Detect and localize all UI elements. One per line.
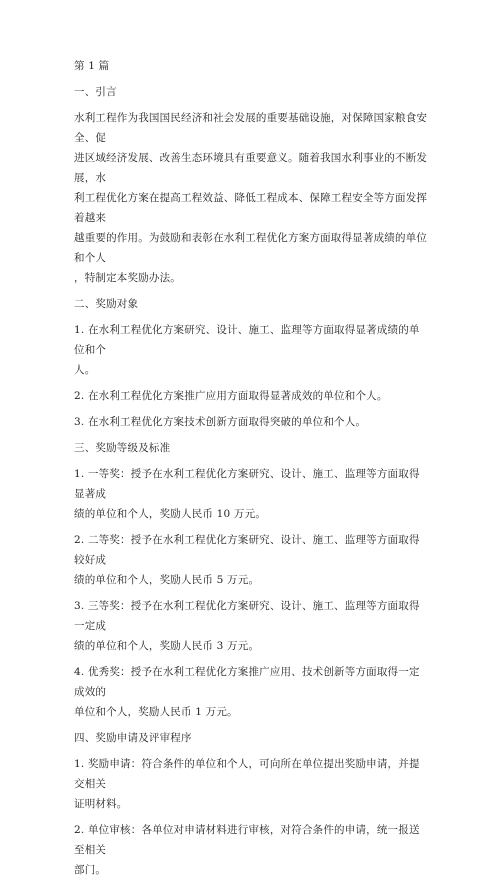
target-item: [74, 412, 430, 432]
intro-line: 水利工程作为我国国民经济和社会发展的重要基础设施，对保障国家粮食安全、促: [74, 112, 428, 144]
target-item: [74, 386, 430, 406]
heading-award-targets: 二、奖励对象: [74, 298, 139, 310]
level-item: [74, 530, 430, 590]
target-line: 1. 在水利工程优化方案研究、设计、施工、监理等方面取得显著成绩的单位和个: [74, 324, 420, 356]
procedure-item: [74, 754, 430, 814]
intro-line: 越重要的作用。为鼓励和表彰在水利工程优化方案方面取得显著成绩的单位和个人: [74, 232, 428, 264]
intro-line: 进区域经济发展、改善生态环境具有重要意义。随着我国水利事业的不断发展，水: [74, 152, 428, 184]
level-line: 3. 三等奖：授予在水利工程优化方案研究、设计、施工、监理等方面取得一定成: [74, 600, 420, 632]
level-item: [74, 596, 430, 656]
intro-line: 利工程优化方案在提高工程效益、降低工程成本、保障工程安全等方面发挥着越来: [74, 192, 428, 224]
target-item: [74, 320, 430, 380]
intro-paragraph: [74, 108, 430, 288]
level-line: 绩的单位和个人，奖励人民币 5 万元。: [74, 574, 260, 586]
level-line: 1. 一等奖：授予在水利工程优化方案研究、设计、施工、监理等方面取得显著成: [74, 468, 420, 500]
heading-application-procedure: 四、奖励申请及评审程序: [74, 732, 192, 744]
target-line: 3. 在水利工程优化方案技术创新方面取得突破的单位和个人。: [74, 416, 367, 428]
section-label: 第 1 篇: [74, 60, 110, 72]
heading-award-levels: 三、奖励等级及标准: [74, 442, 171, 454]
target-line: 2. 在水利工程优化方案推广应用方面取得显著成效的单位和个人。: [74, 390, 388, 402]
procedure-line: 2. 单位审核：各单位对申请材料进行审核，对符合条件的申请，统一报送至相关: [74, 824, 420, 856]
level-line: 单位和个人，奖励人民币 1 万元。: [74, 706, 238, 718]
target-line: 人。: [74, 364, 96, 376]
level-item: [74, 464, 430, 524]
document-content: [74, 56, 430, 886]
level-line: 绩的单位和个人，奖励人民币 3 万元。: [74, 640, 260, 652]
level-item: [74, 662, 430, 722]
level-line: 2. 二等奖：授予在水利工程优化方案研究、设计、施工、监理等方面取得较好成: [74, 534, 420, 566]
procedure-line: 部门。: [74, 864, 107, 876]
procedure-line: 证明材料。: [74, 798, 128, 810]
procedure-item: [74, 820, 430, 880]
intro-line: ，特制定本奖励办法。: [74, 272, 181, 284]
level-line: 绩的单位和个人，奖励人民币 10 万元。: [74, 508, 267, 520]
procedure-line: 1. 奖励申请：符合条件的单位和个人，可向所在单位提出奖励申请，并提交相关: [74, 758, 420, 790]
heading-introduction: 一、引言: [74, 86, 117, 98]
level-line: 4. 优秀奖：授予在水利工程优化方案推广应用、技术创新等方面取得一定成效的: [74, 666, 420, 698]
